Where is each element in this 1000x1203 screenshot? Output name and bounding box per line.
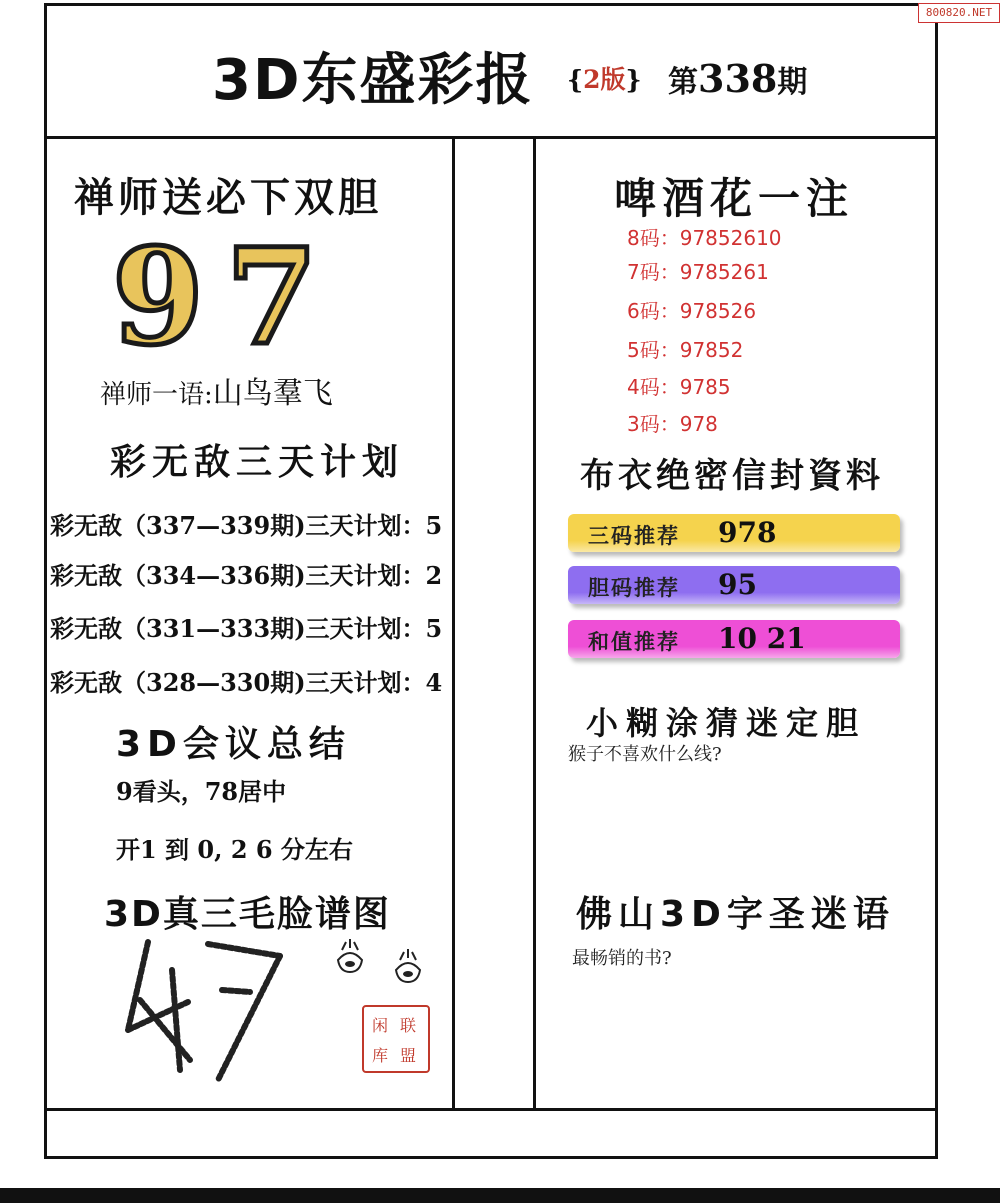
issue-prefix: 第 xyxy=(668,65,698,100)
rec-value: 978 xyxy=(718,516,777,549)
column-divider-left xyxy=(452,139,455,1110)
plan-heading: 彩无敌三天计划 xyxy=(110,442,405,483)
envelope-heading: 布衣绝密信封資料 xyxy=(580,456,884,496)
riddle1-text: 猴子不喜欢什么线? xyxy=(568,744,722,765)
column-divider-right xyxy=(533,139,536,1110)
issue-suffix: 期 xyxy=(777,65,808,100)
seal-char: 盟 xyxy=(400,1046,417,1065)
riddle2-heading: 佛山3D字圣迷语 xyxy=(576,894,895,935)
footer-divider xyxy=(44,1108,938,1111)
riddle1-heading: 小糊涂猜迷定胆 xyxy=(586,704,867,742)
seal-char: 联 xyxy=(400,1016,417,1035)
meeting-line-2: 开1 到 0, 2 6 分左右 xyxy=(116,835,353,864)
digit-7-stroke xyxy=(222,990,250,992)
beer-code-row: 6码：978526 xyxy=(627,299,757,323)
issue-number: 338 xyxy=(698,56,778,101)
site-watermark: 800820.NET xyxy=(918,3,1000,23)
seal-char: 库 xyxy=(372,1046,389,1065)
flame-icon xyxy=(403,971,413,977)
digit-4-stroke xyxy=(128,942,148,1030)
beer-code-row: 7码：9785261 xyxy=(627,260,769,284)
gall-digit: 7 xyxy=(225,220,318,375)
rec-label: 和值推荐 xyxy=(588,630,680,654)
seal-char: 闲 xyxy=(372,1016,389,1035)
plan-row: 彩无敌（328—330期)三天计划：4 xyxy=(50,668,443,697)
issue-label xyxy=(668,56,807,101)
edition-value: 2版 xyxy=(583,65,626,94)
rec-label: 三码推荐 xyxy=(588,524,680,548)
plan-row: 彩无敌（331—333期)三天计划：5 xyxy=(50,614,443,643)
zen-heading: 禅师送必下双胆 xyxy=(74,175,382,221)
beer-code-row: 3码：978 xyxy=(627,412,718,436)
rec-value: 95 xyxy=(718,568,757,601)
rec-bar-three-code xyxy=(568,514,900,552)
rec-label: 胆码推荐 xyxy=(588,576,680,600)
edition-brace-close: } xyxy=(625,65,642,94)
beer-code-row: 5码：97852 xyxy=(627,338,744,362)
bottom-strip xyxy=(0,1188,1000,1203)
header-divider xyxy=(44,136,938,139)
riddle2-text: 最畅销的书? xyxy=(572,948,672,969)
meeting-heading: 3D会议总结 xyxy=(116,724,351,765)
beer-code-row: 4码：9785 xyxy=(627,375,731,399)
digit-7-stroke xyxy=(208,944,280,956)
plan-row: 彩无敌（334—336期)三天计划：2 xyxy=(50,561,443,590)
digit-7-stroke xyxy=(218,956,280,1080)
zen-saying-value: 山鸟羣飞 xyxy=(212,376,333,411)
face-chart-heading: 3D真三毛脸谱图 xyxy=(104,894,391,935)
double-gall-digits xyxy=(112,220,340,375)
digit-4-stroke xyxy=(172,970,180,1070)
edition-brace-open: { xyxy=(567,65,584,94)
rec-bar-gall-code xyxy=(568,566,900,604)
beer-code-row: 8码：97852610 xyxy=(627,226,782,250)
beer-heading: 啤酒花一注 xyxy=(614,174,855,223)
meeting-line-1: 9看头，78居中 xyxy=(116,777,287,806)
gall-digit: 9 xyxy=(112,220,204,375)
rec-bar-sum xyxy=(568,620,900,658)
rec-value: 10 21 xyxy=(718,622,806,655)
zen-saying xyxy=(100,368,333,412)
digit-4-stroke xyxy=(140,1000,190,1060)
edition-label xyxy=(567,60,642,96)
plan-row: 彩无敌（337—339期)三天计划：5 xyxy=(50,511,443,540)
flame-icon xyxy=(345,961,355,967)
page-title: 3D东盛彩报 xyxy=(212,48,534,113)
seal-stamp xyxy=(362,1005,430,1073)
zen-saying-label: 禅师一语: xyxy=(100,380,213,410)
